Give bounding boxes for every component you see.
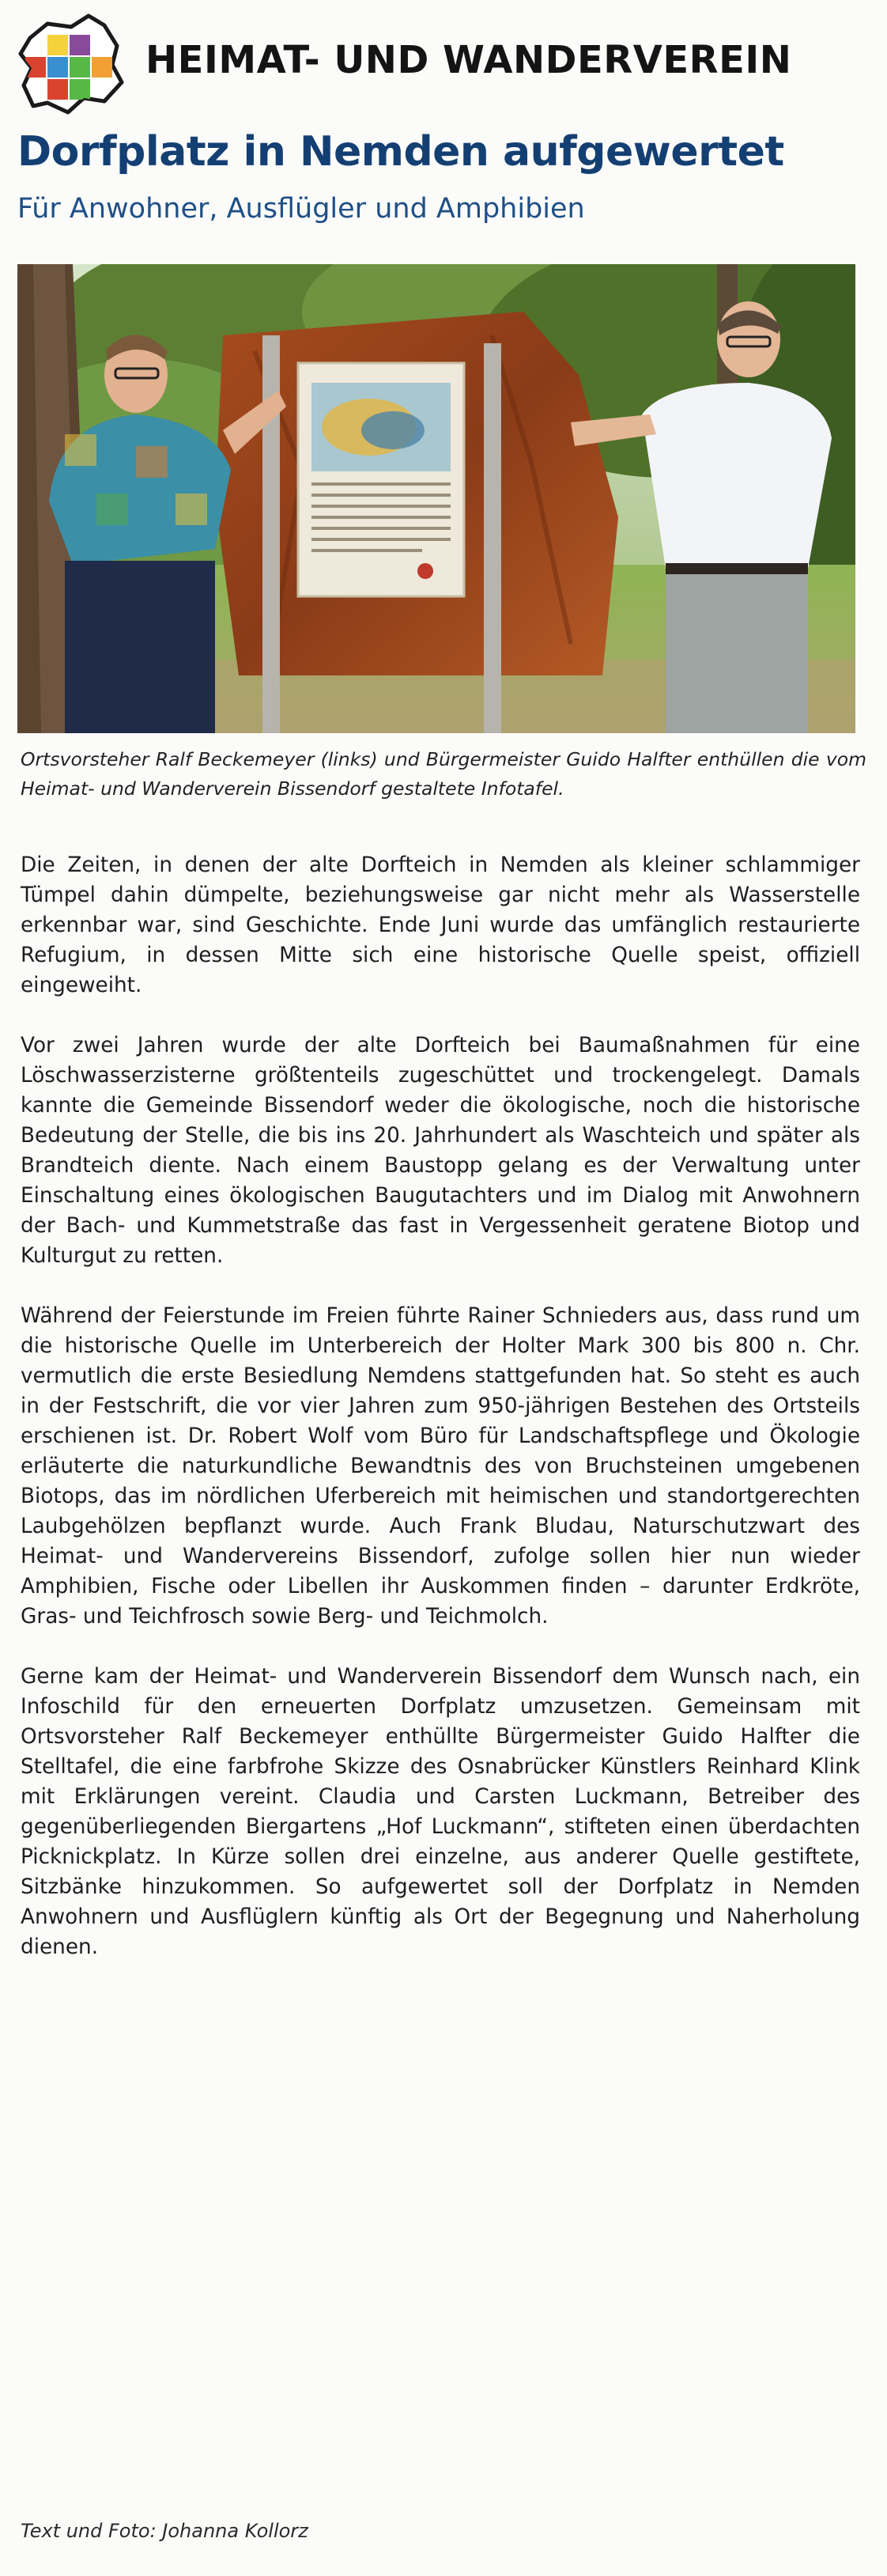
article-paragraph: Gerne kam der Heimat- und Wanderverein Bissendorf dem Wunsch nach, ein Infoschild für den erneuerten Dorfplatz umzusetzen. Gemeinsam mit Ortsvorsteher Ralf Beckemeyer enthüllte Bürgermeister Guido Halfter die Stelltafel, die eine farbfrohe Skizze des Osnabrücker Künstlers Reinhard Klink mit Erklärungen vereint. Claudia und Carsten Luckmann, Betreiber des gegenüberliegenden Biergartens „Hof Luckmann“, stifteten einen überdachten Picknickplatz. In Kürze sollen drei einzelne, aus anderer Quelle gestiftete, Sitzbänke hinzukommen. So aufgewertet soll der Dorfplatz in Nemden Anwohnern und Ausflüglern künftig als Ort der Begegnung und Naherholung dienen. <box>21 1665 860 1959</box>
article-headline: Dorfplatz in Nemden aufgewertet <box>17 128 784 176</box>
author-credit: Text und Foto: Johanna Kollorz <box>21 2520 308 2542</box>
article-paragraph: Die Zeiten, in denen der alte Dorfteich in Nemden als kleiner schlammiger Tümpel dahin dümpelte, beziehungsweise gar nicht mehr als Wasserstelle erkennbar war, sind Geschichte. Ende Juni wurde das umfänglich restaurierte Refugium, in dessen Mitte sich eine historische Quelle speist, offiziell eingeweiht. <box>21 853 860 997</box>
article-photo <box>17 264 855 733</box>
region-map-logo-icon <box>16 9 126 120</box>
section-title: HEIMAT- UND WANDERVEREIN <box>145 38 792 82</box>
article-paragraph: Vor zwei Jahren wurde der alte Dorfteich bei Baumaßnahmen für eine Löschwasserzisterne größtenteils zugeschüttet und trockengelegt. Damals kannte die Gemeinde Bissendorf weder die ökologische, noch die historische Bedeutung der Stelle, die bis ins 20. Jahrhundert als Waschteich und später als Brandteich diente. Nach einem Baustopp gelang es der Verwaltung unter Einschaltung eines ökologischen Baugutachters und im Dialog mit Anwohnern der Bach- und Kummetstraße das fast in Vergessenheit geratene Biotop und Kulturgut zu retten. <box>21 1034 860 1268</box>
page-header <box>16 9 871 120</box>
article-body <box>21 850 860 1992</box>
article-subheadline: Für Anwohner, Ausflügler und Amphibien <box>17 193 585 225</box>
article-paragraph: Während der Feierstunde im Freien führte Rainer Schnieders aus, dass rund um die historische Quelle im Unterbereich der Holter Mark 300 bis 800 n. Chr. vermutlich die erste Besiedlung Nemdens stattgefunden hat. So steht es auch in der Festschrift, die vor vier Jahren zum 950-jährigen Bestehen des Ortsteils erschienen ist. Dr. Robert Wolf vom Büro für Landschaftspflege und Ökologie erläuterte die naturkundliche Bewandtnis des von Bruchsteinen umgebenen Biotops, das im nördlichen Uferbereich mit heimischen und standortgerechten Laubgehölzen bepflanzt wurde. Auch Frank Bludau, Naturschutzwart des Heimat- und Wandervereins Bissendorf, zufolge sollen hier nun wieder Amphibien, Fische oder Libellen ihr Auskommen finden – darunter Erdkröte, Gras- und Teichfrosch sowie Berg- und Teichmolch. <box>21 1304 860 1628</box>
photo-caption: Ortsvorsteher Ralf Beckemeyer (links) und Bürgermeister Guido Halfter enthüllen die vom Heimat- und Wanderverein Bissendorf gestaltete Infotafel. <box>21 748 866 800</box>
